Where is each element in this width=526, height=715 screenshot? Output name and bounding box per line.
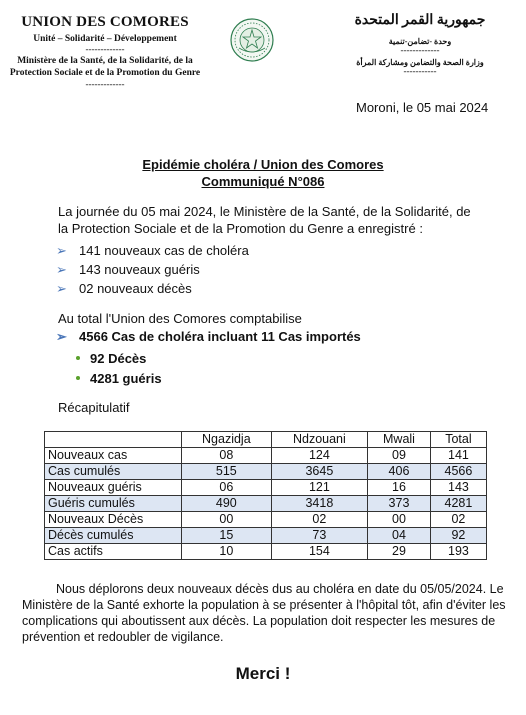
table-cell: 16 — [368, 480, 431, 496]
communique-number: Communiqué N°086 — [201, 174, 325, 189]
list-item-text: 4566 Cas de choléra incluant 11 Cas importés — [79, 329, 361, 344]
country-name-arabic: جمهورية القمر المتحدة — [354, 13, 486, 28]
document-title: Epidémie choléra / Union des Comores — [142, 157, 384, 172]
row-label: Nouveaux cas — [45, 448, 182, 464]
table-row — [45, 480, 487, 496]
ministry-name: Ministère de la Santé, de la Solidarité, de la Protection Sociale et de la Promotion du Genre — [9, 56, 201, 78]
total-list — [56, 327, 476, 346]
row-label: Cas actifs — [45, 544, 182, 560]
header-right — [330, 12, 510, 76]
table-cell: 06 — [182, 480, 272, 496]
table-cell: 10 — [182, 544, 272, 560]
list-item — [76, 348, 162, 368]
list-item-text: 02 nouveaux décès — [79, 281, 192, 296]
table-cell: 15 — [182, 528, 272, 544]
table-cell: 4281 — [430, 496, 486, 512]
date-line: Moroni, le 05 mai 2024 — [356, 100, 489, 115]
national-motto-arabic: وحدة -تضامن-تنمية — [388, 37, 452, 46]
list-item-text: 92 Décès — [90, 350, 147, 366]
coat-of-arms-icon — [230, 18, 274, 62]
header-left — [0, 14, 210, 89]
closing-thanks: Merci ! — [235, 664, 291, 683]
list-item — [56, 327, 476, 346]
bullet-dot-icon — [76, 376, 80, 380]
table-cell: 143 — [430, 480, 486, 496]
total-sub-list — [76, 348, 162, 388]
column-header: Total — [430, 432, 486, 448]
column-header: Ndzouani — [271, 432, 367, 448]
recap-table — [44, 431, 487, 560]
separator: ------------- — [85, 44, 125, 54]
table-row — [45, 464, 487, 480]
separator: ------------- — [85, 79, 125, 89]
table-cell: 4566 — [430, 464, 486, 480]
row-label: Nouveaux guéris — [45, 480, 182, 496]
row-label: Nouveaux Décès — [45, 512, 182, 528]
table-cell: 193 — [430, 544, 486, 560]
table-cell: 515 — [182, 464, 272, 480]
table-cell: 141 — [430, 448, 486, 464]
table-cell: 08 — [182, 448, 272, 464]
table-cell: 121 — [271, 480, 367, 496]
table-cell: 04 — [368, 528, 431, 544]
table-cell: 29 — [368, 544, 431, 560]
list-item — [56, 260, 476, 279]
table-cell: 406 — [368, 464, 431, 480]
table-cell: 92 — [430, 528, 486, 544]
daily-list — [56, 241, 476, 298]
national-motto: Unité – Solidarité – Développement — [33, 34, 177, 44]
bullet-dot-icon — [76, 356, 80, 360]
arrow-bullet-icon: ➢ — [56, 328, 67, 344]
list-item-text: 141 nouveaux cas de choléra — [79, 243, 249, 258]
table-cell: 490 — [182, 496, 272, 512]
list-item — [76, 368, 162, 388]
table-cell: 154 — [271, 544, 367, 560]
list-item — [56, 241, 476, 260]
recap-label: Récapitulatif — [58, 400, 130, 415]
table-cell: 3418 — [271, 496, 367, 512]
table-row — [45, 528, 487, 544]
total-intro: Au total l'Union des Comores comptabilise — [58, 311, 302, 326]
list-item-text: 143 nouveaux guéris — [79, 262, 200, 277]
table-row — [45, 448, 487, 464]
table-cell: 00 — [182, 512, 272, 528]
row-label: Cas cumulés — [45, 464, 182, 480]
table-cell: 3645 — [271, 464, 367, 480]
table-cell: 02 — [430, 512, 486, 528]
country-name: UNION DES COMORES — [21, 14, 189, 30]
table-cell: 02 — [271, 512, 367, 528]
row-label: Décès cumulés — [45, 528, 182, 544]
table-header-row — [45, 432, 487, 448]
table-cell: 00 — [368, 512, 431, 528]
arrow-bullet-icon: ➢ — [56, 261, 67, 277]
ministry-name-arabic: وزارة الصحة والتضامن ومشاركة المرأة — [356, 58, 484, 67]
table-row — [45, 496, 487, 512]
table-cell: 124 — [271, 448, 367, 464]
list-item-text: 4281 guéris — [90, 370, 162, 386]
column-header: Mwali — [368, 432, 431, 448]
arrow-bullet-icon: ➢ — [56, 280, 67, 296]
row-label: Guéris cumulés — [45, 496, 182, 512]
separator: ------------- — [400, 45, 440, 55]
table-row — [45, 544, 487, 560]
closing-paragraph — [22, 581, 510, 645]
separator: ----------- — [403, 66, 437, 76]
table-cell: 09 — [368, 448, 431, 464]
intro-paragraph: La journée du 05 mai 2024, le Ministère de la Santé, de la Solidarité, de la Protection Sociale et de la Promotion du Genre a enregistré : — [58, 204, 471, 236]
arrow-bullet-icon: ➢ — [56, 242, 67, 258]
list-item — [56, 279, 476, 298]
column-header: Ngazidja — [182, 432, 272, 448]
table-cell: 73 — [271, 528, 367, 544]
table-row — [45, 512, 487, 528]
closing-text: Nous déplorons deux nouveaux décès dus au choléra en date du 05/05/2024. Le Ministère de la Santé exhorte la population à se présenter à l'hôpital tôt, afin d'éviter les complications qui aboutissent aux décès. La population doit respecter les mesures de prévention et redoubler de vigilance. — [22, 582, 506, 644]
column-header — [45, 432, 182, 448]
table-cell: 373 — [368, 496, 431, 512]
